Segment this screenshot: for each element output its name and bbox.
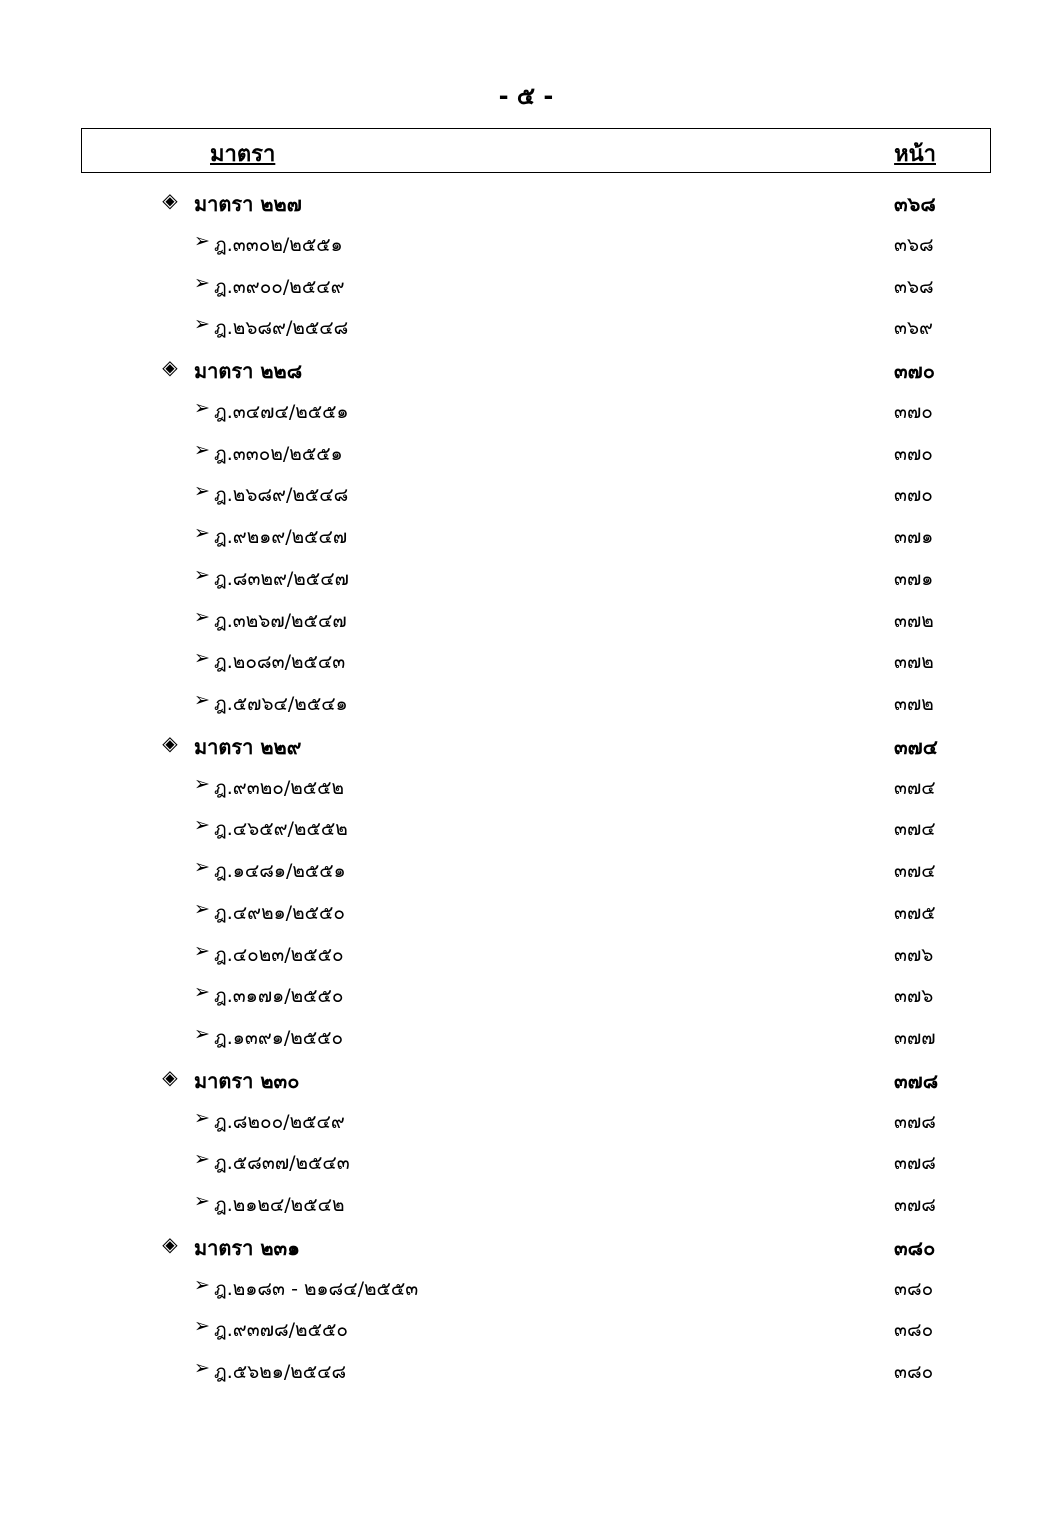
page-ref: ๓๗๐ [894, 442, 933, 465]
case-label: ฎ.๔๙๒๑/๒๕๕๐ [214, 901, 345, 924]
page-ref: ๓๗๑ [894, 526, 934, 548]
diamond-bullet-icon: ◈ [162, 730, 178, 755]
arrow-bullet-icon: ➢ [194, 981, 210, 1004]
case-label: ฎ.๘๓๒๙/๒๕๔๗ [214, 567, 349, 590]
arrow-bullet-icon: ➢ [194, 1273, 210, 1296]
page-ref: ๓๘๐ [894, 1361, 934, 1383]
page-ref: ๓๗๔ [894, 860, 936, 882]
case-label: ฎ.๓๔๗๔/๒๕๕๑ [214, 400, 349, 423]
case-row [0, 556, 1052, 598]
case-label: ฎ.๙๓๗๘/๒๕๕๐ [214, 1319, 348, 1342]
arrow-bullet-icon: ➢ [194, 563, 210, 586]
page-ref: ๓๗๒ [894, 609, 934, 632]
case-row [0, 681, 1052, 723]
section-row [0, 1057, 1052, 1099]
case-label: ฎ.๒๑๒๔/๒๕๔๒ [214, 1194, 345, 1216]
case-row [0, 890, 1052, 932]
diamond-bullet-icon: ◈ [162, 188, 178, 212]
case-row [0, 264, 1052, 306]
case-label: ฎ.๓๒๖๗/๒๕๔๗ [214, 609, 347, 632]
page-ref: ๓๗๔ [894, 818, 936, 841]
section-label: มาตรา ๒๒๗ [194, 192, 302, 216]
arrow-bullet-icon: ➢ [194, 689, 210, 711]
page-ref: ๓๖๘ [894, 275, 934, 298]
arrow-bullet-icon: ➢ [194, 1148, 210, 1171]
case-label: ฎ.๙๓๒๐/๒๕๕๒ [214, 776, 345, 799]
case-label: ฎ.๓๓๐๒/๒๕๕๑ [214, 442, 343, 465]
section-row [0, 180, 1052, 222]
case-row [0, 932, 1052, 974]
diamond-bullet-icon: ◈ [162, 1231, 178, 1256]
arrow-bullet-icon: ➢ [194, 396, 210, 419]
case-label: ฎ.๕๖๒๑/๒๕๔๘ [214, 1361, 347, 1383]
case-row [0, 389, 1052, 431]
case-row [0, 431, 1052, 473]
page-ref: ๓๗๘ [894, 1152, 936, 1175]
page-ref: ๓๗๔ [894, 734, 938, 759]
page-ref: ๓๗๘ [894, 1194, 936, 1216]
case-label: ฎ.๓๓๐๒/๒๕๕๑ [214, 233, 343, 256]
case-row [0, 639, 1052, 681]
page-ref: ๓๖๘ [894, 233, 934, 256]
case-label: ฎ.๓๑๗๑/๒๕๕๐ [214, 985, 344, 1008]
arrow-bullet-icon: ➢ [194, 647, 210, 670]
table-header [81, 128, 991, 173]
case-label: ฎ.๑๓๙๑/๒๕๕๐ [214, 1027, 344, 1049]
arrow-bullet-icon: ➢ [194, 1106, 210, 1129]
arrow-bullet-icon: ➢ [194, 1023, 210, 1045]
case-row [0, 806, 1052, 848]
diamond-bullet-icon: ◈ [162, 1064, 178, 1089]
section-label: มาตรา ๒๓๑ [194, 1235, 300, 1260]
page-ref: ๓๗๖ [894, 985, 934, 1008]
case-row [0, 1099, 1052, 1141]
case-row [0, 514, 1052, 556]
section-label: มาตรา ๒๒๘ [194, 359, 303, 383]
case-row [0, 1015, 1052, 1057]
section-row [0, 1224, 1052, 1266]
page-ref: ๓๗๘ [894, 1110, 936, 1133]
page-ref: ๓๖๙ [894, 317, 933, 340]
case-row [0, 305, 1052, 347]
case-row [0, 765, 1052, 807]
case-label: ฎ.๔๐๒๓/๒๕๕๐ [214, 943, 344, 966]
case-row [0, 598, 1052, 640]
index-list [0, 180, 1052, 1391]
page-ref: ๓๖๘ [894, 192, 936, 216]
header-section-label: มาตรา [210, 142, 276, 167]
arrow-bullet-icon: ➢ [194, 271, 210, 294]
page-ref: ๓๗๒ [894, 693, 934, 715]
case-label: ฎ.๔๖๕๙/๒๕๕๒ [214, 818, 348, 841]
case-label: ฎ.๘๒๐๐/๒๕๔๙ [214, 1110, 345, 1133]
arrow-bullet-icon: ➢ [194, 856, 210, 878]
page-ref: ๓๗๒ [894, 651, 934, 674]
case-label: ฎ.๒๑๘๓ - ๒๑๘๔/๒๕๕๓ [214, 1277, 419, 1300]
case-label: ฎ.๒๖๘๙/๒๕๔๘ [214, 317, 349, 340]
arrow-bullet-icon: ➢ [194, 772, 210, 795]
page-ref: ๓๗๐ [894, 484, 933, 507]
page-number: - ๕ - [498, 82, 554, 110]
page-ref: ๓๗๘ [894, 1068, 939, 1093]
page-ref: ๓๘๐ [894, 1235, 936, 1260]
arrow-bullet-icon: ➢ [194, 229, 210, 252]
section-label: มาตรา ๒๒๙ [194, 734, 302, 759]
case-label: ฎ.๒๖๘๙/๒๕๔๘ [214, 484, 349, 507]
case-row [0, 1349, 1052, 1391]
page-ref: ๓๗๑ [894, 567, 934, 590]
arrow-bullet-icon: ➢ [194, 480, 210, 503]
case-row [0, 848, 1052, 890]
case-label: ฎ.๑๔๘๑/๒๕๕๑ [214, 860, 346, 882]
page-ref: ๓๗๖ [894, 943, 934, 966]
case-row [0, 472, 1052, 514]
case-row [0, 1307, 1052, 1349]
page-ref: ๓๗๐ [894, 400, 933, 423]
arrow-bullet-icon: ➢ [194, 897, 210, 920]
case-label: ฎ.๓๙๐๐/๒๕๔๙ [214, 275, 345, 298]
section-row [0, 347, 1052, 389]
arrow-bullet-icon: ➢ [194, 605, 210, 628]
arrow-bullet-icon: ➢ [194, 1357, 210, 1379]
page-ref: ๓๘๐ [894, 1277, 934, 1300]
case-row [0, 973, 1052, 1015]
diamond-bullet-icon: ◈ [162, 355, 178, 379]
header-page-label: หน้า [894, 142, 936, 167]
arrow-bullet-icon: ➢ [194, 939, 210, 962]
page-ref: ๓๘๐ [894, 1319, 934, 1342]
case-label: ฎ.๕๗๖๔/๒๕๔๑ [214, 693, 348, 715]
case-label: ฎ.๒๐๘๓/๒๕๔๓ [214, 651, 346, 674]
page-ref: ๓๗๗ [894, 1027, 936, 1049]
page-ref: ๓๗๐ [894, 359, 935, 383]
case-label: ฎ.๙๒๑๙/๒๕๔๗ [214, 526, 348, 548]
arrow-bullet-icon: ➢ [194, 814, 210, 837]
case-row [0, 222, 1052, 264]
case-row [0, 1140, 1052, 1182]
case-row [0, 1182, 1052, 1224]
arrow-bullet-icon: ➢ [194, 1315, 210, 1338]
page-ref: ๓๗๔ [894, 776, 936, 799]
arrow-bullet-icon: ➢ [194, 522, 210, 544]
case-label: ฎ.๕๘๓๗/๒๕๔๓ [214, 1152, 350, 1175]
arrow-bullet-icon: ➢ [194, 438, 210, 461]
arrow-bullet-icon: ➢ [194, 1190, 210, 1212]
arrow-bullet-icon: ➢ [194, 313, 210, 336]
section-label: มาตรา ๒๓๐ [194, 1068, 300, 1093]
case-row [0, 1266, 1052, 1308]
page-ref: ๓๗๕ [894, 901, 936, 924]
section-row [0, 723, 1052, 765]
